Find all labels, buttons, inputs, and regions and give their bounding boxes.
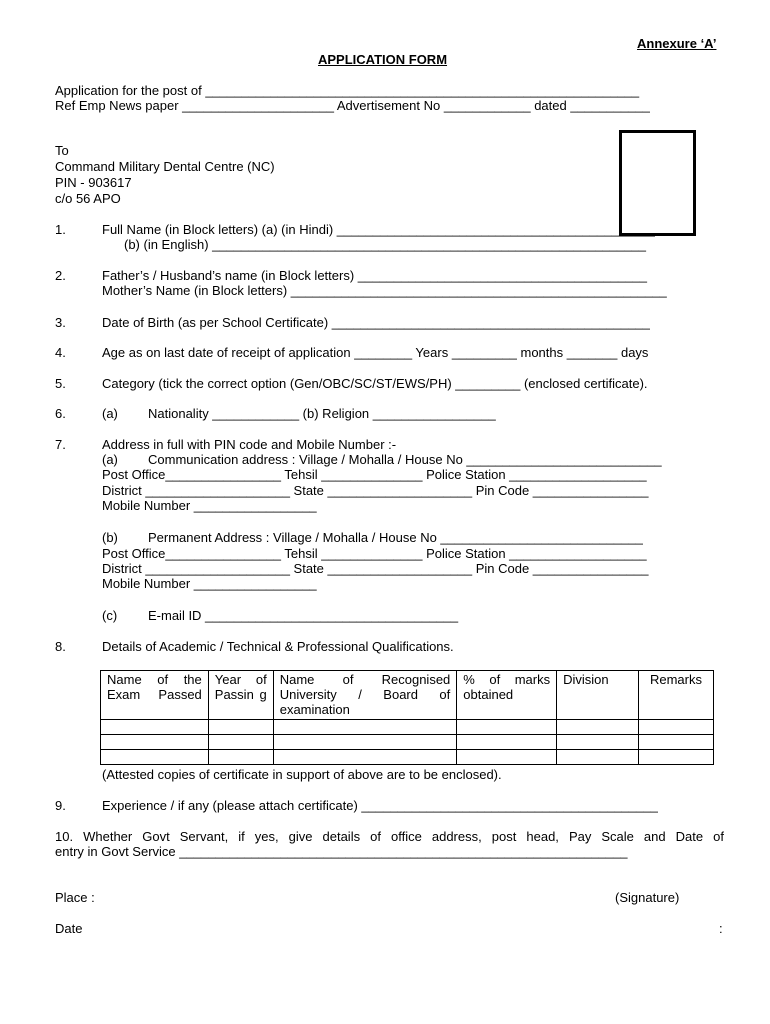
header-year-of-passing: Year of Passin g [208,671,273,720]
signature-label: (Signature) [615,890,680,905]
header-division: Division [557,671,639,720]
communication-district-field[interactable]: District ____________________ State ____________________ Pin Code ________________ [102,483,649,498]
table-row[interactable] [101,720,714,735]
item-7c-label: (c) [102,608,118,623]
table-cell[interactable] [639,750,714,765]
permanent-address-field[interactable]: Permanent Address : Village / Mohalla / House No ____________________________ [148,530,643,545]
item-7-number: 7. [55,437,66,452]
header-exam-passed: Name of the Exam Passed [101,671,209,720]
full-name-hindi-field[interactable]: Full Name (in Block letters) (a) (in Hindi) ____________________________________________ [102,222,655,237]
communication-mobile-field[interactable]: Mobile Number _________________ [102,498,317,513]
table-cell[interactable] [273,720,457,735]
item-5-number: 5. [55,376,66,391]
table-cell[interactable] [208,750,273,765]
item-3-number: 3. [55,315,66,330]
reference-line: Ref Emp News paper _____________________ Advertisement No ____________ dated ___________ [55,98,650,113]
mother-name-field[interactable]: Mother’s Name (in Block letters) ____________________________________________________ [102,283,667,298]
table-cell[interactable] [101,735,209,750]
table-cell[interactable] [208,735,273,750]
place-label: Place : [55,890,95,905]
experience-field[interactable]: Experience / if any (please attach certificate) _________________________________________ [102,798,658,813]
table-cell[interactable] [208,720,273,735]
table-cell[interactable] [557,735,639,750]
address-to: To [55,143,69,158]
full-name-english-field[interactable]: (b) (in English) ____________________________________________________________ [124,237,646,252]
table-cell[interactable] [457,750,557,765]
table-cell[interactable] [273,735,457,750]
attested-copies-note: (Attested copies of certificate in support of above are to be enclosed). [102,767,502,782]
communication-post-office-field[interactable]: Post Office________________ Tehsil ______________ Police Station ___________________ [102,467,647,482]
qualifications-heading: Details of Academic / Technical & Professional Qualifications. [102,639,454,654]
date-colon: : [719,921,723,936]
annexure-label: Annexure ‘A’ [637,36,717,51]
permanent-district-field[interactable]: District ____________________ State ____________________ Pin Code ________________ [102,561,649,576]
age-field[interactable]: Age as on last date of receipt of application ________ Years _________ months _______ days [102,345,649,360]
table-cell[interactable] [639,735,714,750]
govt-service-entry-field[interactable]: entry in Govt Service ______________________________________________________________ [55,844,628,859]
item-8-number: 8. [55,639,66,654]
address-heading: Address in full with PIN code and Mobile Number :- [102,437,397,452]
header-percent-marks: % of marks obtained [457,671,557,720]
qualifications-table [100,670,714,765]
table-cell[interactable] [457,720,557,735]
category-field[interactable]: Category (tick the correct option (Gen/OBC/SC/ST/EWS/PH) _________ (enclosed certificate). [102,376,648,391]
item-1-number: 1. [55,222,66,237]
nationality-religion-field[interactable]: Nationality ____________ (b) Religion _________________ [148,406,496,421]
item-6-number: 6. [55,406,66,421]
table-cell[interactable] [557,750,639,765]
post-applied-line: Application for the post of ____________________________________________________________ [55,83,640,98]
table-cell[interactable] [101,750,209,765]
table-cell[interactable] [557,720,639,735]
table-cell[interactable] [639,720,714,735]
date-label: Date [55,921,83,936]
table-row[interactable] [101,750,714,765]
date-of-birth-field[interactable]: Date of Birth (as per School Certificate) ____________________________________________ [102,315,650,330]
header-university-board: Name of Recognised University / Board of examination [273,671,457,720]
item-7a-label: (a) [102,452,118,467]
table-cell[interactable] [457,735,557,750]
communication-address-field[interactable]: Communication address : Village / Mohalla / House No ___________________________ [148,452,662,467]
address-line-1: Command Military Dental Centre (NC) [55,159,275,174]
table-cell[interactable] [273,750,457,765]
permanent-mobile-field[interactable]: Mobile Number _________________ [102,576,317,591]
table-header-row [101,671,714,720]
table-row[interactable] [101,735,714,750]
govt-servant-line: 10. Whether Govt Servant, if yes, give details of office address, post head, Pay Scale and Date of [55,829,724,844]
address-line-2: PIN - 903617 [55,175,132,190]
page-title: APPLICATION FORM [318,52,448,67]
permanent-post-office-field[interactable]: Post Office________________ Tehsil ______________ Police Station ___________________ [102,546,647,561]
table-cell[interactable] [101,720,209,735]
item-9-number: 9. [55,798,66,813]
item-7b-label: (b) [102,530,118,545]
header-remarks: Remarks [639,671,714,720]
photo-box [619,130,696,236]
email-field[interactable]: E-mail ID ___________________________________ [148,608,459,623]
item-2-number: 2. [55,268,66,283]
item-4-number: 4. [55,345,66,360]
address-line-3: c/o 56 APO [55,191,121,206]
item-6a-label: (a) [102,406,118,421]
father-name-field[interactable]: Father’s / Husband’s name (in Block letters) ________________________________________ [102,268,647,283]
